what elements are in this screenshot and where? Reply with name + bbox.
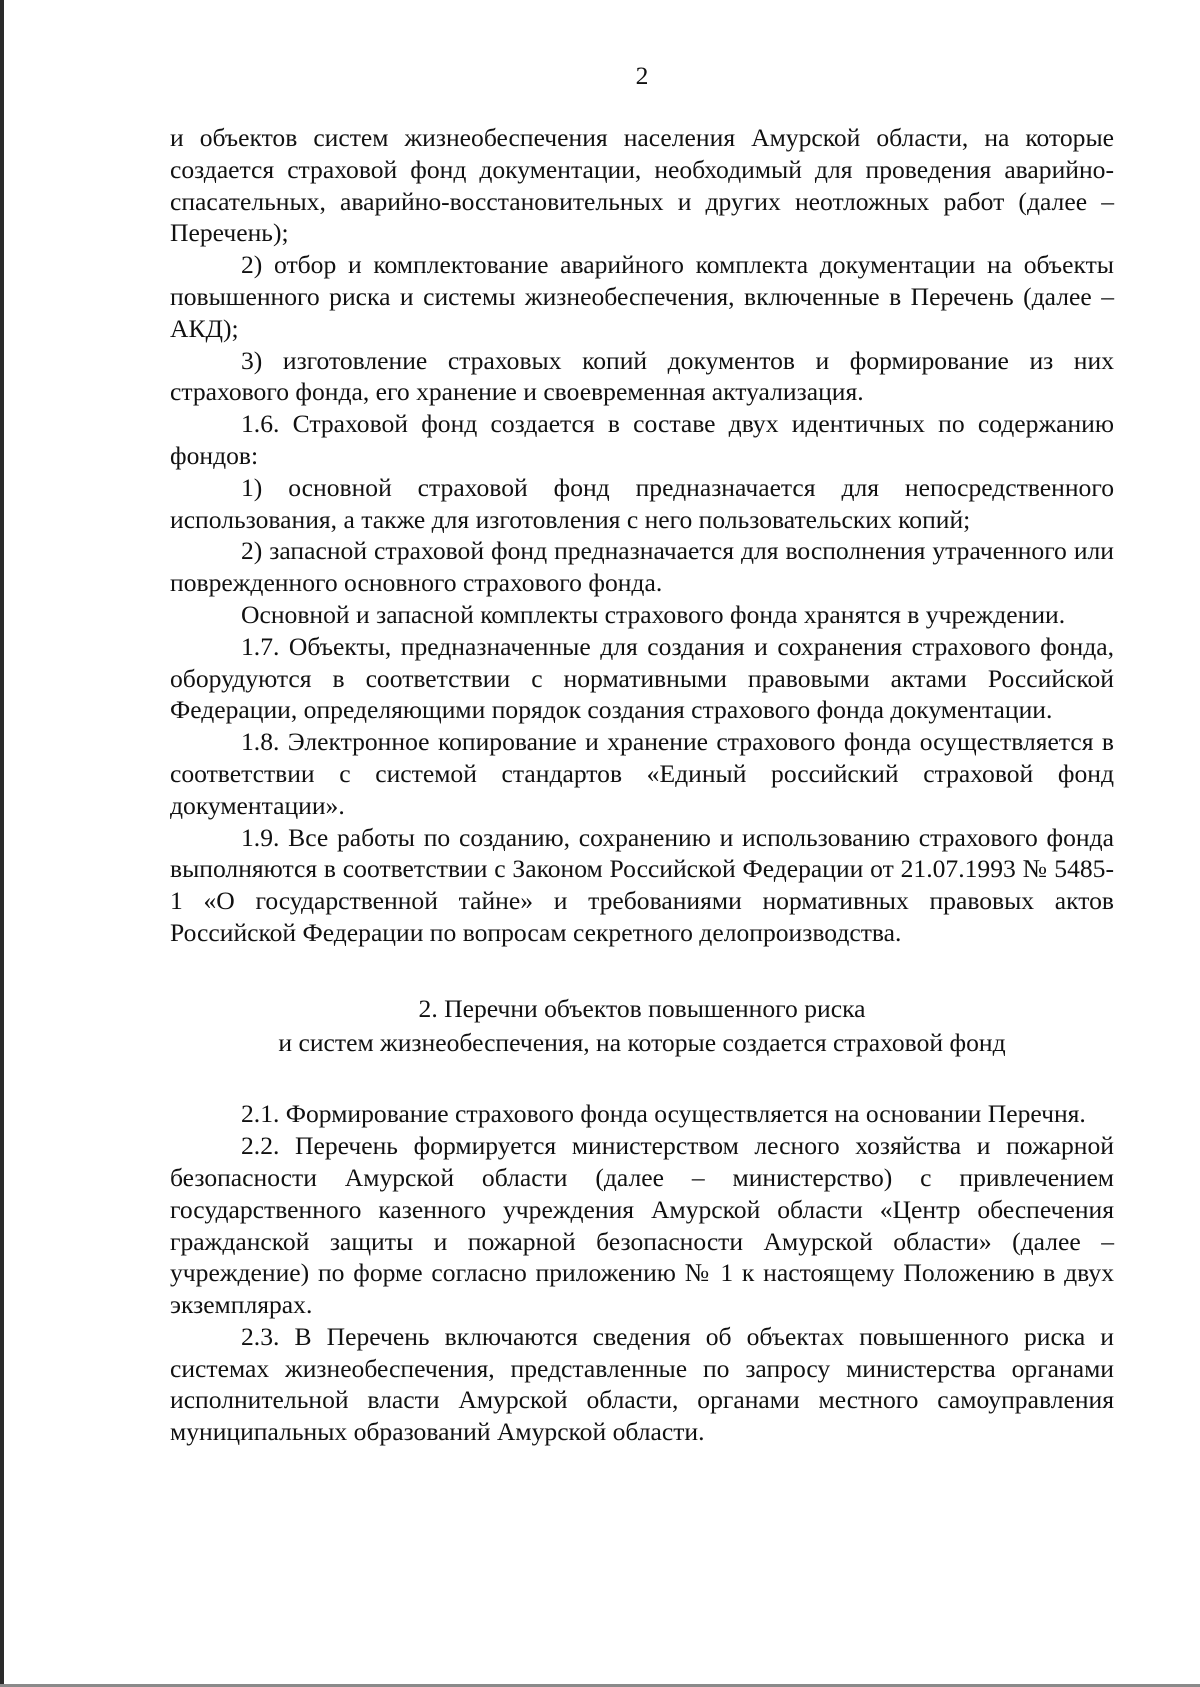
paragraph-2-1: 2.1. Формирование страхового фонда осуществляется на основании Перечня. [241,1099,1086,1129]
paragraph-1-8: 1.8. Электронное копирование и хранение страхового фонда осуществляется в соответствии с системой стандартов «Единый российский страховой фонд документации». [170,727,1114,820]
paragraph-1-6: 1.6. Страховой фонд создается в составе двух идентичных по содержанию фондов: [170,409,1114,470]
page-number: 2 [635,61,649,90]
paragraph-2-3: 2.3. В Перечень включаются сведения об объектах повышенного риска и системах жизнеобеспечения, представленные по запросу министерства органами исполнительной власти Амурской области, органами местного самоуправления муниципальных образований Амурской области. [170,1321,1114,1447]
paragraph-reserve-fund: 2) запасной страховой фонд предназначается для восполнения утраченного или поврежденного основного страхового фонда. [170,536,1114,598]
document-page [170,60,1114,1448]
paragraph-main-fund: 1) основной страховой фонд предназначается для непосредственного использования, а также для изготовления с него пользовательских копий; [170,472,1114,534]
paragraph-1-7: 1.7. Объекты, предназначенные для создания и сохранения страхового фонда, оборудуются в соответствии с нормативными правовыми актами Российской Федерации, определяющими порядок создания страхового фонда документации. [170,631,1114,725]
paragraph-group-top [170,122,1114,949]
section-heading-line-1: 2. Перечни объектов повышенного риска [418,993,866,1023]
scan-left-edge [0,0,4,1687]
paragraph-group-bottom [170,1098,1114,1448]
section-heading-line-2: и систем жизнеобеспечения, на которые создается страховой фонд [278,1027,1006,1057]
paragraph-storage: Основной и запасной комплекты страхового фонда хранятся в учреждении. [241,599,1066,629]
paragraph-continuation: и объектов систем жизнеобеспечения населения Амурской области, на которые создается страховой фонд документации, необходимый для проведения аварийно-спасательных, аварийно-восстановительных и других неотложных работ (далее – Перечень); [170,123,1114,248]
paragraph-item-3: 3) изготовление страховых копий документов и формирование из них страхового фонда, его хранение и своевременная актуализация. [170,345,1114,407]
section-heading [170,993,1114,1059]
paragraph-1-9: 1.9. Все работы по созданию, сохранению и использованию страхового фонда выполняются в соответствии с Законом Российской Федерации от 21.07.1993 № 5485-1 «О государственной тайне» и требованиями нормативных правовых актов Российской Федерации по вопросам секретного делопроизводства. [170,822,1114,947]
paragraph-2-2: 2.2. Перечень формируется министерством лесного хозяйства и пожарной безопасности Амурской области (далее – министерство) с привлечением государственного казенного учреждения Амурской области «Центр обеспечения гражданской защиты и пожарной безопасности Амурской области» (далее – учреждение) по форме согласно приложению № 1 к настоящему Положению в двух экземплярах. [170,1131,1114,1320]
paragraph-item-2: 2) отбор и комплектование аварийного комплекта документации на объекты повышенного риска и системы жизнеобеспечения, включенные в Перечень (далее – АКД); [170,250,1114,343]
